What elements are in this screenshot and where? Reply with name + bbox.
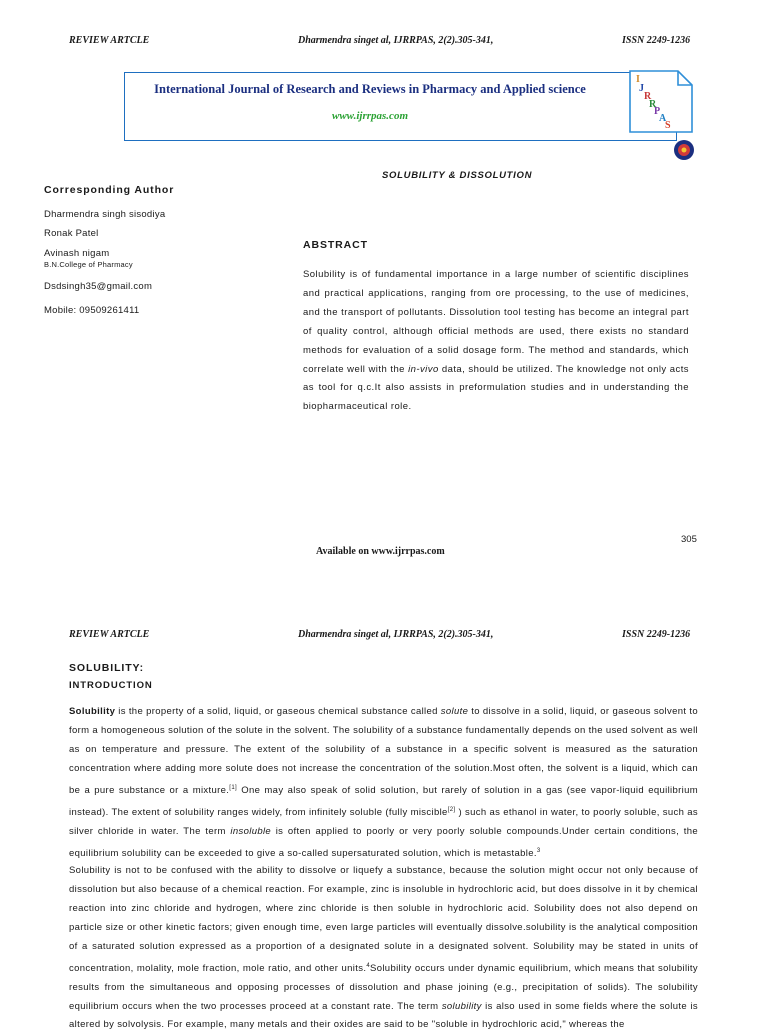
logo-letter: R — [644, 91, 652, 102]
body-text: to dissolve in a solid, liquid, or gaseous solvent to form a homogeneous solution of the solute in the solvent. The solubility of a substance fundamentally depends on the used solvent as well as on temperature and pressure. The extent of the solubility of a substance in a specific solvent is measured as the saturation concentration where adding more solute does not increase the concentration of the solution.Most often, the solvent is a liquid, which can be a pure substance or a mixture. — [69, 706, 698, 796]
body-text: is also used in some fields where the solute is altered by solvolysis. For example, many metals and their oxides are said to be "soluble in hydrochloric acid," whereas the — [69, 1000, 698, 1031]
logo-letter: R — [649, 99, 657, 110]
citation-ref[interactable]: [1] — [229, 784, 238, 791]
italic-term: insoluble — [230, 825, 272, 837]
citation-ref[interactable]: 4 — [366, 962, 371, 969]
citation-ref[interactable]: [2] — [447, 806, 456, 813]
logo-letter: J — [639, 83, 644, 94]
page-number: 305 — [681, 534, 697, 545]
author-affiliation: B.N.College of Pharmacy — [44, 260, 133, 269]
body-text: Solubility is not to be confused with the ability to dissolve or liquefy a substance, because the solution might occur not only because of dissolution but also because of a chemical reaction. For example, zinc is insoluble in hydrochloric acid, but does dissolve in it by chemical reaction into zinc chloride and hydrogen, where zinc chloride is then soluble in hydrochloric acid. Solubility does not also depend on particle size or other kinetic factors; given enough time, even large particles will eventually dissolve.solubility is the analytical composition of a saturated solution expressed as a proportion of a designated solute in a designated solvent. Solubility may be stated in units of concentration, molality, mole fraction, mole ratio, and other units. — [69, 865, 698, 974]
logo-letter: P — [654, 106, 661, 117]
journal-banner — [124, 72, 677, 141]
journal-url-link[interactable]: www.ijrrpas.com — [332, 110, 408, 122]
citation-ref[interactable]: 3 — [536, 847, 541, 854]
body-text: is often applied to poorly or very poorly soluble compounds.Under certain conditions, the equilibrium solubility can be exceeded to give a so-called supersaturated solution, which is metastable. — [69, 825, 698, 859]
author-name: Dharmendra singh sisodiya — [44, 209, 166, 220]
italic-term: solubility — [441, 1000, 482, 1012]
body-text: is the property of a solid, liquid, or gaseous chemical substance called — [115, 706, 441, 717]
logo-letter: I — [636, 74, 640, 85]
body-text: One may also speak of solid solution, but rarely of solution in a gas (see vapor-liquid equilibrium instead). The extent of solubility ranges widely, from infinitely soluble (fully miscible — [69, 784, 699, 818]
bold-term: Solubility — [69, 706, 116, 717]
running-header-center: Dharmendra singet al, IJRRPAS, 2(2).305-341, — [298, 629, 494, 640]
abstract-body — [303, 266, 689, 417]
body-paragraph — [69, 703, 698, 864]
running-header-center: Dharmendra singet al, IJRRPAS, 2(2).305-341, — [298, 35, 494, 46]
author-heading: Corresponding Author — [44, 184, 175, 196]
abstract-italic-term: in-vivo — [408, 363, 439, 375]
running-header-left: REVIEW ARTCLE — [69, 629, 150, 640]
article-title: SOLUBILITY & DISSOLUTION — [382, 170, 533, 181]
section-heading: SOLUBILITY: — [69, 662, 145, 674]
running-header-left: REVIEW ARTCLE — [69, 35, 150, 46]
author-mobile: Mobile: 09509261411 — [44, 305, 140, 316]
body-paragraph — [69, 862, 698, 1035]
body-text: Solubility occurs under dynamic equilibrium, which means that solubility results from the simultaneous and opposing processes of dissolution and phase joining (e.g., precipitation of solids). The solubility equilibrium occurs when the two processes proceed at a constant rate. The term — [69, 962, 698, 1012]
subsection-heading: INTRODUCTION — [69, 680, 153, 691]
intro-paragraph-2 — [69, 862, 698, 1035]
journal-logo — [626, 68, 698, 168]
journal-title: International Journal of Research and Reviews in Pharmacy and Applied science — [154, 82, 586, 96]
page-footer: Available on www.ijrrpas.com — [316, 546, 445, 557]
author-name: Avinash nigam — [44, 248, 110, 259]
author-name: Ronak Patel — [44, 228, 99, 239]
abstract-text: Solubility is of fundamental importance in a large number of scientific disciplines and practical applications, ranging from ore processing, to the use of medicines, and the transport of pollutants. Dissolution tool testing has become an integral part of quality control, although official methods are used, there exists no standard methods for evaluation of a solid dosage form. The method and standards, which correlate well with the — [303, 269, 689, 375]
journal-logo-graphic — [626, 68, 698, 168]
body-text: ) such as ethanol in water, to poorly soluble, such as silver chloride in water. The term — [69, 806, 698, 837]
abstract-text: data, should be utilized. The knowledge not only acts as tool for q.c.It also assists in preformulation studies and in understanding the biopharmaceutical role. — [303, 363, 689, 413]
running-header-right: ISSN 2249-1236 — [622, 35, 691, 46]
abstract-paragraph — [303, 266, 689, 417]
italic-term: solute — [440, 706, 469, 717]
intro-paragraph-1 — [69, 703, 698, 864]
abstract-heading: ABSTRACT — [303, 239, 368, 251]
running-header-right: ISSN 2249-1236 — [622, 629, 691, 640]
logo-letter: S — [665, 120, 671, 131]
logo-letter: A — [659, 113, 667, 124]
author-email-link[interactable]: Dsdsingh35@gmail.com — [44, 281, 153, 292]
